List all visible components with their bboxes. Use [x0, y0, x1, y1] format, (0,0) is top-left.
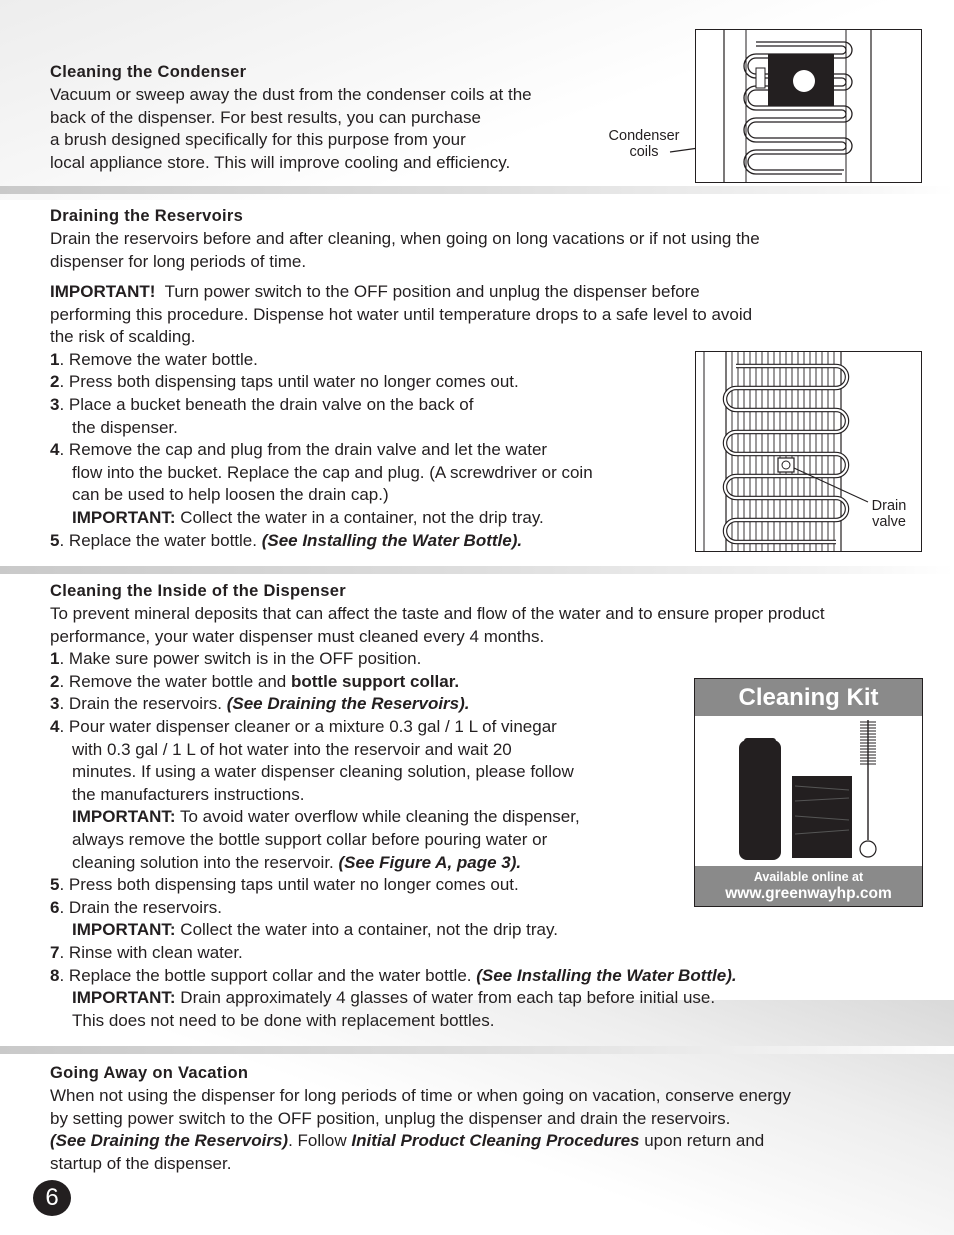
drain-valve-label: Drain valve [871, 498, 907, 530]
important-label: IMPORTANT! [50, 282, 156, 301]
section-divider [0, 1046, 954, 1054]
cleaning-kit-box [694, 678, 923, 907]
inside-step-4: 4. Pour water dispenser cleaner or a mixture 0.3 gal / 1 L of vinegar [50, 716, 557, 736]
condenser-coils-label: Condenser coils [608, 128, 680, 160]
brush-icon [860, 720, 876, 857]
inside-heading: Cleaning the Inside of the Dispenser [50, 582, 346, 600]
section-divider [0, 186, 954, 194]
draining-step-2: 2. Press both dispensing taps until water no longer comes out. [50, 372, 519, 392]
inside-step-5: 5. Press both dispensing taps until water no longer comes out. [50, 875, 519, 895]
inside-step-2: 2. Remove the water bottle and bottle support collar. [50, 671, 460, 691]
draining-step-3: 3. Place a bucket beneath the drain valve on the back of [50, 394, 474, 414]
inside-step-8: 8. Replace the bottle support collar and the water bottle. (See Installing the Water Bottle). [50, 965, 737, 985]
kit-url: www.greenwayhp.com [725, 885, 892, 902]
drain-valve-figure [695, 351, 922, 552]
condenser-heading: Cleaning the Condenser [50, 63, 247, 81]
draining-body: IMPORTANT! Turn power switch to the OFF position and unplug the dispenser before performing this procedure. Dispense hot water until temperature drops to a safe level to avoid the risk of scalding. 1. Remove the water bottle. 2. Press both dispensing taps until water no longer comes out. 3. Place a bucket beneath the drain valve on the back of the dispenser. 4. Remove the cap and plug from the drain valve and let the water flow into the bucket. Replace the cap and plug. (A screwdriver or coin can be used to help loosen the drain cap.) IMPORTANT: Collect the water in a container, not the drip tray. 5. Replace the water bottle. (See Installing the Water Bottle). [50, 281, 752, 552]
draining-heading: Draining the Reservoirs [50, 207, 244, 225]
cleaner-bottle-icon [739, 740, 781, 860]
condenser-line: back of the dispenser. For best results, you can purchase [50, 107, 481, 127]
draining-step-5: 5. Replace the water bottle. (See Installing the Water Bottle). [50, 530, 523, 550]
page-number-badge: 6 [33, 1180, 71, 1216]
inside-step-3: 3. Drain the reservoirs. (See Draining the Reservoirs). [50, 694, 470, 714]
draining-intro: Drain the reservoirs before and after cleaning, when going on long vacations or if not using the dispenser for long periods of time. [50, 229, 760, 271]
inside-step-1: 1. Make sure power switch is in the OFF position. [50, 649, 422, 669]
condenser-line: a brush designed specifically for this purpose from your [50, 130, 466, 150]
condenser-coils-illustration [696, 30, 921, 182]
cleaning-kit-footer: Available online at www.greenwayhp.com [695, 866, 922, 906]
draining-step-4: 4. Remove the cap and plug from the drain valve and let the water [50, 440, 548, 460]
cleaning-kit-illustration [695, 716, 922, 866]
inside-step-7: 7. Rinse with clean water. [50, 942, 243, 962]
section-divider [0, 566, 954, 574]
condenser-paragraph [50, 84, 532, 174]
inside-body: To prevent mineral deposits that can affect the taste and flow of the water and to ensure proper product performance, your water dispenser must cleaned every 4 months. 1. Make sure power switch is in the OFF position. 2. Remove the water bottle and bottle support collar. 3. Drain the reservoirs. (See Draining the Reservoirs). 4. Pour water dispenser cleaner or a mixture 0.3 gal / 1 L of vinegar with 0.3 gal / 1 L of hot water into the reservoir and wait 20 minutes. If using a water dispenser cleaning solution, please follow the manufacturers instructions. IMPORTANT: To avoid water overflow while cleaning the dispenser, always remove the bottle support collar before pouring water or cleaning solution into the reservoir. (See Figure A, page 3). 5. Press both dispensing taps until water no longer comes out. 6. Drain the reservoirs. IMPORTANT: Collect the water into a container, not the drip tray. 7. Rinse with clean water. 8. Replace the bottle support collar and the water bottle. (See Installing the Water Bottle). IMPORTANT: Drain approximately 4 glasses of water from each tap before initial use. This does not need to be done with replacement bottles. [50, 604, 825, 1030]
inside-step-6: 6. Drain the reservoirs. [50, 897, 222, 917]
vacation-heading: Going Away on Vacation [50, 1064, 249, 1082]
draining-step-1: 1. Remove the water bottle. [50, 349, 258, 369]
condenser-figure [695, 29, 922, 183]
condenser-line: local appliance store. This will improve cooling and efficiency. [50, 152, 511, 172]
vacation-body: When not using the dispenser for long periods of time or when going on vacation, conserve energy by setting power switch to the OFF position, unplug the dispenser and drain the reservoirs. (See Draining the Reservoirs). Follow Initial Product Cleaning Procedures upon return and startup of the dispenser. [50, 1086, 791, 1173]
condenser-line: Vacuum or sweep away the dust from the condenser coils at the [50, 85, 532, 104]
cleaning-kit-title: Cleaning Kit [695, 679, 922, 716]
